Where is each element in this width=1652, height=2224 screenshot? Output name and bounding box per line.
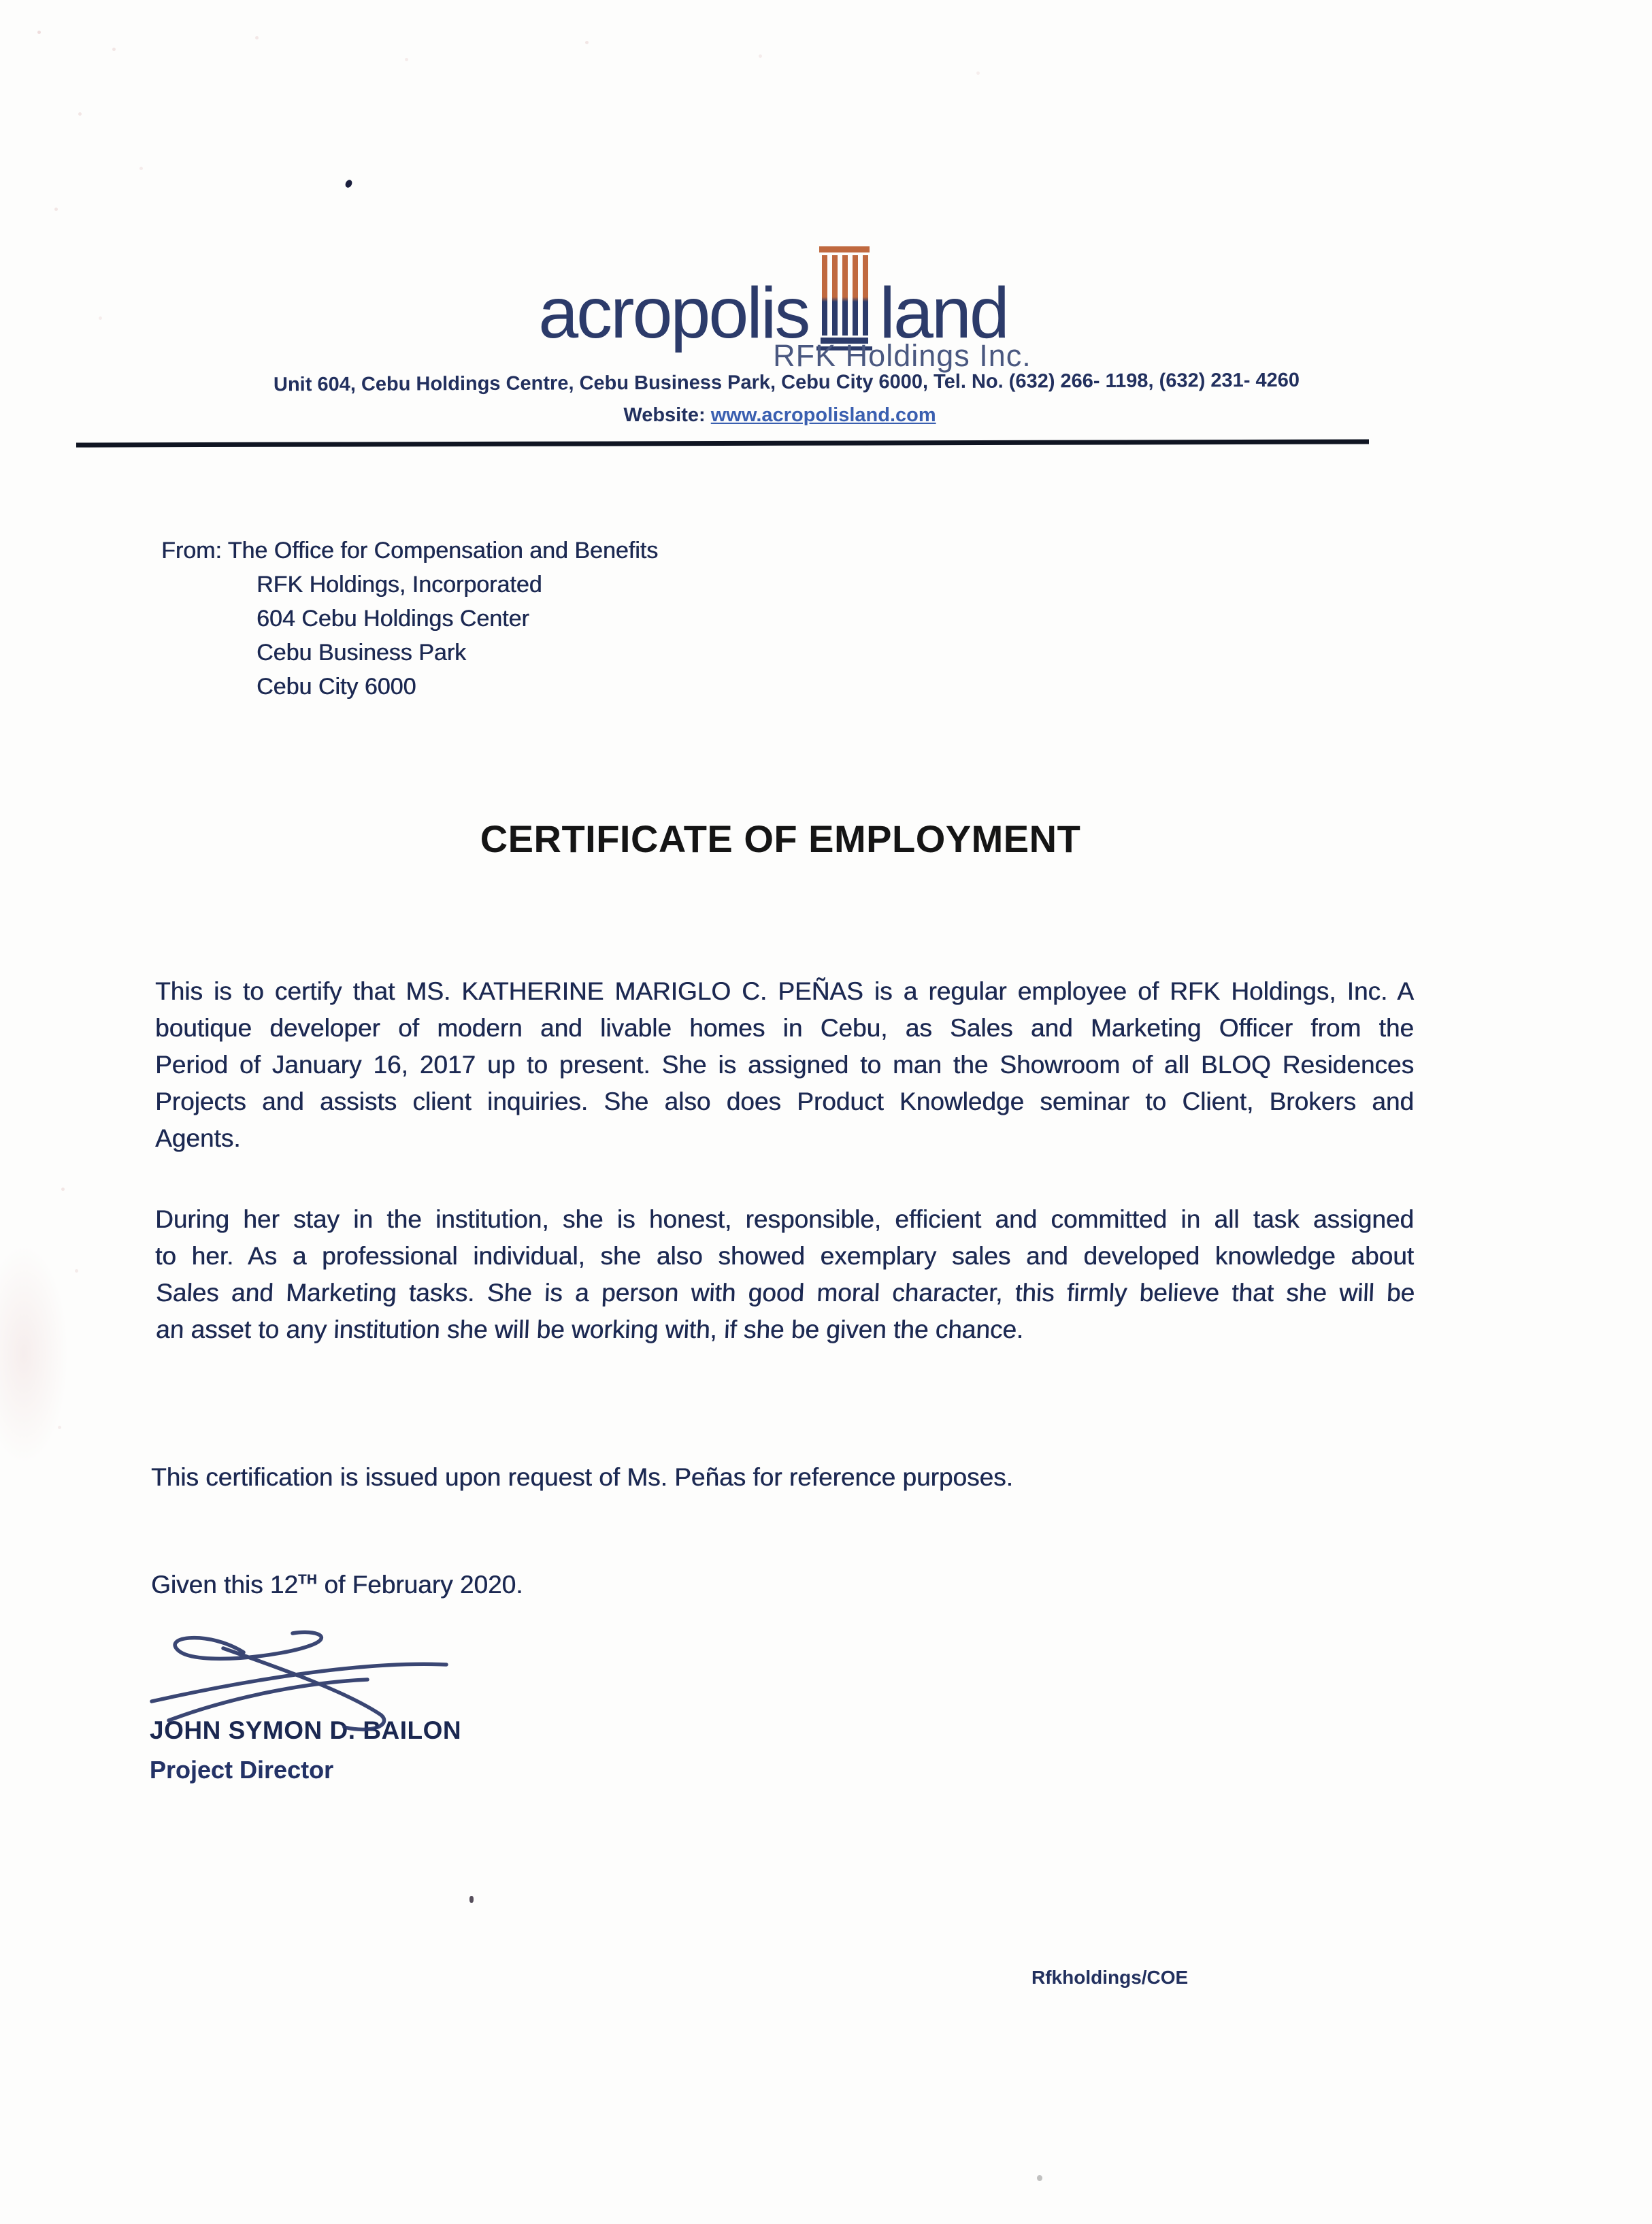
website-line xyxy=(0,404,1606,427)
scan-artifact-dot xyxy=(344,179,354,189)
website-link: www.acropolisland.com xyxy=(710,404,936,426)
company-address: Unit 604, Cebu Holdings Centre, Cebu Business Park, Cebu City 6000, Tel. No. (632) 266- 1198, (632) 231- 4260 xyxy=(273,369,1300,396)
from-line: RFK Holdings, Incorporated xyxy=(257,572,542,598)
header-rule xyxy=(76,440,1369,448)
website-label: Website: xyxy=(623,404,706,426)
date-superscript: TH xyxy=(297,1572,318,1588)
from-line: From: The Office for Compensation and Benefits xyxy=(161,538,659,563)
company-subtitle: RFK Holdings Inc. xyxy=(773,338,1031,373)
date-line xyxy=(151,1571,523,1599)
paragraph-line: Agents. xyxy=(155,1124,241,1152)
logo-word-land: land xyxy=(879,273,1008,353)
from-line: Cebu Business Park xyxy=(257,640,467,666)
document-footer-code: Rfkholdings/COE xyxy=(1031,1967,1189,1988)
from-line: 604 Cebu Holdings Center xyxy=(257,606,529,632)
body-paragraph-2 xyxy=(155,1201,1414,1348)
scan-speckles xyxy=(37,31,41,34)
date-suffix: of February 2020. xyxy=(317,1571,523,1599)
signatory-name: JOHN SYMON D. BAILON xyxy=(150,1716,462,1744)
paragraph-line: boutique developer of modern and livable homes in Cebu, as Sales and Marketing Officer from the xyxy=(155,1014,1414,1042)
body-paragraph-1 xyxy=(155,973,1414,1157)
company-logo xyxy=(0,246,1599,353)
paragraph-line: to her. As a professional individual, she also showed exemplary sales and developed knowledge about xyxy=(155,1242,1414,1270)
paragraph-line: This is to certify that MS. KATHERINE MARIGLO C. PEÑAS is a regular employee of RFK Holdings, Inc. A xyxy=(155,977,1414,1005)
scan-artifact-dot xyxy=(469,1896,474,1903)
signatory-title: Project Director xyxy=(150,1756,334,1784)
document-title: CERTIFICATE OF EMPLOYMENT xyxy=(480,817,1081,860)
from-block xyxy=(161,534,658,704)
from-line: Cebu City 6000 xyxy=(257,674,416,700)
paragraph-line: Projects and assists client inquiries. She also does Product Knowledge seminar to Client, Brokers and xyxy=(155,1088,1414,1115)
logo-word-acropolis: acropolis xyxy=(538,273,809,353)
paragraph-line: an asset to any institution she will be working with, if she be given the chance. xyxy=(155,1315,1025,1343)
signature-scribble xyxy=(142,1625,455,1742)
paragraph-line: Period of January 16, 2017 up to present. She is assigned to man the Showroom of all BLOQ Residences xyxy=(155,1051,1414,1079)
paragraph-line: Sales and Marketing tasks. She is a person with good moral character, this firmly believe that she will be xyxy=(155,1279,1416,1307)
paragraph-line: During her stay in the institution, she is honest, responsible, efficient and committed in all task assigned xyxy=(155,1205,1414,1233)
certification-statement: This certification is issued upon request of Ms. Peñas for reference purposes. xyxy=(151,1463,1013,1491)
scan-edge-smudge xyxy=(0,1245,68,1463)
scan-artifact-dot xyxy=(1037,2175,1042,2181)
date-prefix: Given this 12 xyxy=(151,1571,298,1599)
